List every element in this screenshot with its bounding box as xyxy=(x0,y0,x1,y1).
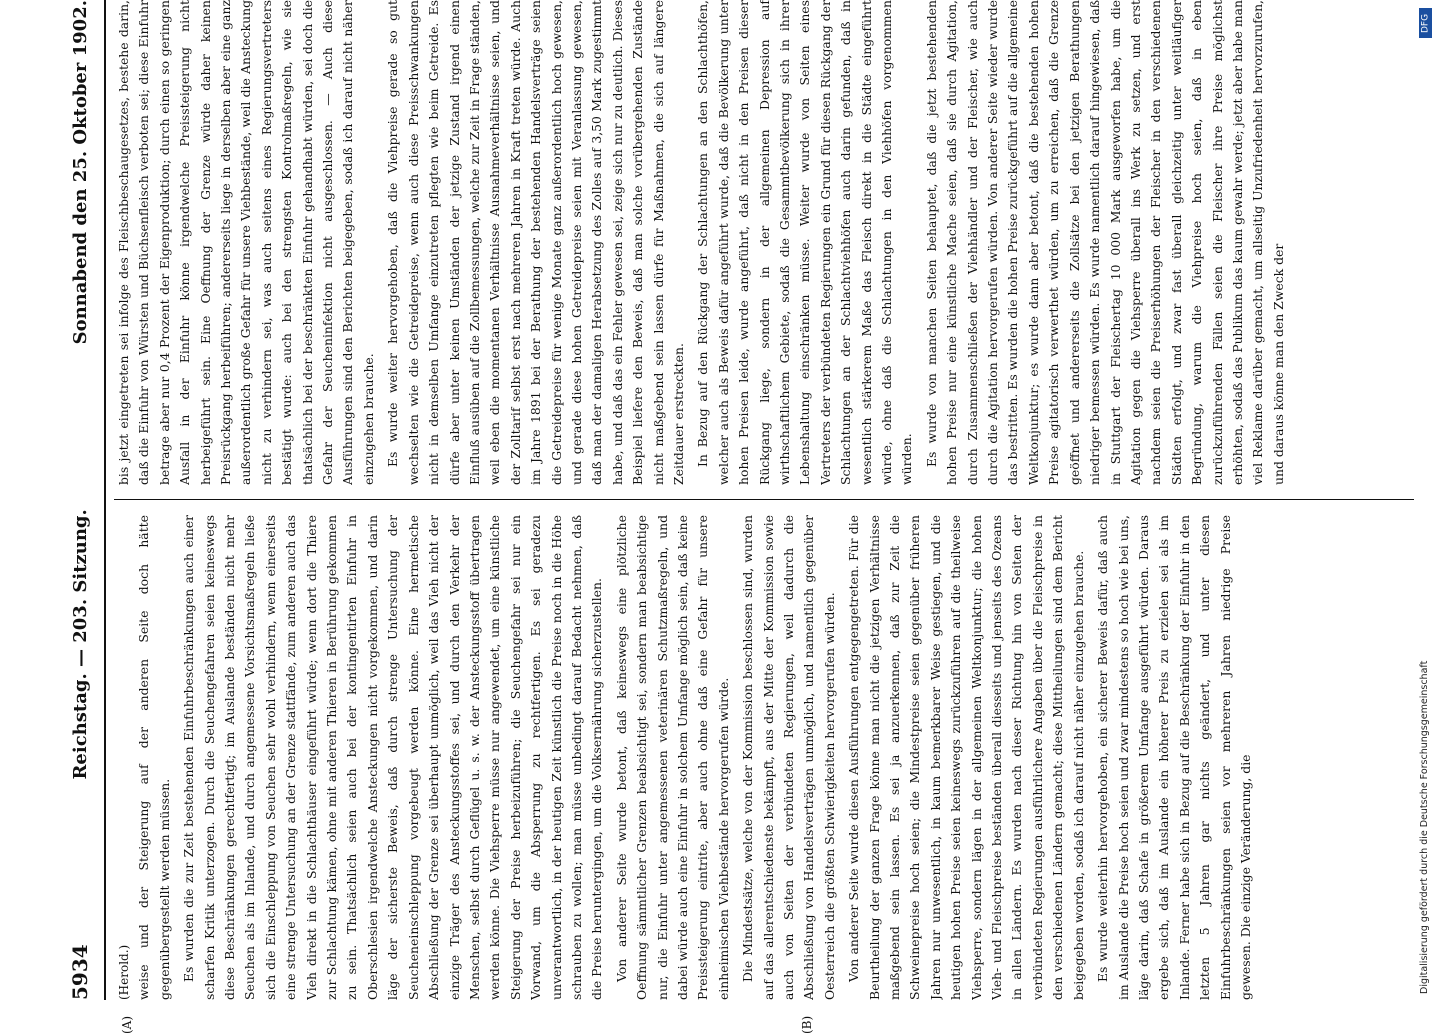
paragraph: In Bezug auf den Rückgang der Schlachtungen an den Schlachthöfen, welcher auch als Beweis dafür angeführt wurde, daß die Bevölkerung unter hohen Preisen leide, wurde angeführt, daß nicht in den Preisen dieser Rückgang liege, sondern in der allgemeinen Depression auf wirthschaftlichem Gebiete, sodaß die Gesammtbevölkerung sich in ihrer Lebenshaltung einschränken müsse. Weiter wurde von Seiten eines Vertreters der verbündeten Regierungen ein Grund für diesen Rückgang der Schlachtungen an der Schlachtviehhöfen auch darin gefunden, daß in wesentlich stärkerem Maße das Fleisch direkt in die Städte eingeführt würde, ohne daß die Schlachtungen in den Viehhöfen vorgenommen würden. xyxy=(695,0,915,485)
right-column xyxy=(114,0,1414,485)
page-header xyxy=(60,0,100,1000)
paragraph: Die Mindestsätze, welche von der Kommission beschlossen sind, wurden auf das allerentschiedenste bekämpft, aus der Mitte der Kommission sowie auch von Seiten der verbündeten Regierungen, weil dadurch die Abschließung von Handelsverträgen unmöglich, und namentlich gegenüber Oesterreich die größten Schwierigkeiten hervorgerufen würden. xyxy=(740,515,837,1000)
dfg-logo-icon: DFG xyxy=(1419,8,1432,38)
page-number: 5934 xyxy=(68,944,92,1000)
paragraph: Von anderer Seite wurde diesen Ausführungen entgegengetreten. Für die Beurtheilung der ganzen Frage könne man nicht die jetzigen Verhältnisse maßgebend sein lassen. Es sei ja anzuerkennen, daß zur Zeit die Schweinepreise hoch seien; die Mindestpreise seien gegenüber früheren Jahren nur unwesentlich, in kaum bemerkbarer Weise gestiegen, und die heutigen hohen Preise seien keineswegs zurückzuführen auf die theilweise Viehsperre, sondern lägen in der allgemeinen Weltkonjunktur; die hohen Vieh- und Fleischpreise beständen überall diesseits und jenseits des Ozeans in allen Ländern. Es wurden nach dieser Richtung hin von Seiten der verbündeten Regierungen ausführlichere Angaben über die Fleischpreise in den verschiedenen Ländern gemacht; diese Mittheilungen sind dem Bericht beigegeben worden, sodaß ich darauf nicht näher einzugehen brauche. xyxy=(846,515,1086,1000)
margin-marker-b: (B) xyxy=(800,1015,814,1034)
paragraph: Von anderer Seite wurde betont, daß keineswegs eine plötzliche Oeffnung sämmtlicher Grenzen beabsichtigt sei, sondern man beabsichtige nur, die Einfuhr unter angemessenen veterinären Schutzmaßregeln, und dabei würde auch eine Einfuhr in solchem Umfange möglich sein, daß keine Preissteigerung eintrite, aber auch ohne daß eine Gefahr für unsere einheimischen Viehbestände hervorgerufen würde. xyxy=(613,515,731,1000)
header-rule xyxy=(104,0,106,1000)
paragraph: Es wurde von manchen Seiten behauptet, daß die jetzt bestehenden hohen Preise nur eine künstliche Mache seien, daß sie durch Agitation, durch Zusammenschließen der Viehhändler und der Fleischer, wie auch durch die Agitation hervorgerufen würden. Von anderer Seite wieder wurde das bestritten. Es wurden die hohen Preise zurückgeführt auf die allgemeine Weltkonjunktur; es wurde dann aber betont, daß die bestehenden hohen Preise agitatorisch verwerthet würden, um zu erreichen, daß die Grenze geöffnet und andererseits die Zollsätze bei den jetzigen Berathungen niedriger bemessen würden. Es wurde namentlich darauf hingewiesen, daß in Stuttgart der Fleischertag 10 000 Mark ausgeworfen habe, um die Agitation gegen die Viehsperre überall ins Werk zu setzen, und erst nachdem seien die Preiserhöhungen der Fleischer in den verschiedenen Städten erfolgt, und zwar fast überall gleichzeitig unter weitläufiger Begründung, warum die Viehpreise hoch seien, daß in eben zurückzuführenden Fällen seien die Fleischer ihre Preise möglichst erhöhten, sodaß das Publikum das kaum gewahr werde; jetzt aber habe man viel Reklame darüber gemacht, um allseitig Unzufriedenheit hervorzurufen, und daraus könne man den Zweck der xyxy=(923,0,1286,485)
paragraph: Es wurden die zur Zeit bestehenden Einfuhrbeschränkungen auch einer scharfen Kritik unterzogen. Durch die Seuchengefahren seien keineswegs diese Beschränkungen gerechtfertigt; im Auslande beständen nicht mehr Seuchen als im Inlande, und durch angemessene Vorsichtsmaßregeln ließe sich die Einschleppung von Seuchen sehr wohl verhindern, wenn einerseits eine strenge Untersuchung an der Grenze stattfände, zum anderen auch das Vieh direkt in die Schlachthäuser eingeführt würde; wenn dort die Thiere zur Schlachtung kämen, ohne mit anderen Thieren in Berührung gekommen zu sein. Thatsächlich seien auch bei der kontingentirten Einfuhr in Oberschlesien irgendwelche Ansteckungen nicht vorgekommen, und darin läge der sicherste Beweis, daß durch strenge Untersuchung der Seucheneinschleppung vorgebeugt werden könne. Eine hermetische Abschließung der Grenze sei überhaupt unmöglich, weil das Vieh nicht der einzige Träger des Ansteckungsstoffes sei, und durch den Verkehr der Menschen, selbst durch Geflügel u. s. w. der Ansteckungsstoff übertragen werden könne. Die Viehsperre müsse nur angewendet, um eine künstliche Steigerung der Preise herbeizuführen; die Seuchengefahr sei nur ein Vorwand, um die Absperrung zu rechtfertigen. Es sei geradezu unverantwortlich, in der heutigen Zeit künstlich die Preise noch in die Höhe schrauben zu wollen; man müsse unbedingt darauf Bedacht nehmen, daß die Preise heruntergingen, um die Volksernährung sicherzustellen. xyxy=(181,515,605,1000)
paragraph: Es wurde weiterhin hervorgehoben, ein sicherer Beweis dafür, daß auch im Auslande die Preise hoch seien und zwar mindestens so hoch wie bei uns, läge darin, daß Schafe in größerem Umfange ausgeführt würden. Daraus ergebe sich, daß im Auslande ein höherer Preis zu erzielen sei als im Inlande. Ferner habe sich in Bezug auf die Beschränkung der Einfuhr in den letzten 5 Jahren gar nichts geändert, und unter diesen Einfuhrbeschränkungen seien vor mehreren Jahren niedrige Preise gewesen. Die einzige Veränderung, die xyxy=(1095,515,1253,1000)
digitization-credit: Digitalisierung gefördert durch die Deutsche Forschungsgemeinschaft xyxy=(1419,660,1430,994)
margin-marker-a: (A) xyxy=(120,1015,134,1034)
paragraph: weise und der Steigerung auf der anderen Seite doch hätte gegenübergestellt werden müssen. xyxy=(136,515,172,1000)
column-separator xyxy=(114,499,1414,500)
page-title: Reichstag. — 203. Sitzung. xyxy=(69,509,91,780)
paragraph: bis jetzt eingetreten sei infolge des Fleischbeschaugesetzes, bestehe darin, daß die Einfuhr von Würsten und Büchsenfleisch verboten sei; diese Einfuhr betrage aber nur 0,4 Prozent der Eigenproduktion; durch einen so geringen Ausfall in der Einfuhr könne irgendwelche Preissteigerung nicht herbeigeführt sein. Eine Oeffnung der Grenze würde daher keinen Preisrückgang herbeiführen; andererseits liege in derselben aber eine ganz außerordentlich große Gefahr für unsere Viehbestände, weil die Ansteckung nicht zu verhindern sei, was auch seitens eines Regierungsvertreters bestätigt wurde: auch bei den strengsten Kontrolmaßregeln, wie sie thatsächlich bei der beschränkten Einfuhr gehandhabt würden, sei doch die Gefahr der Seucheninfektion nicht ausgeschlossen. — Auch diese Ausführungen sind den Berichten beigegeben, sodaß ich darauf nicht näher einzugehen brauche. xyxy=(116,0,376,485)
speaker-label: (Herold.) xyxy=(117,944,131,1000)
left-column xyxy=(114,515,1414,1000)
paragraph: Es wurde weiter hervorgehoben, daß die Viehpreise gerade so gut wechselten wie die Getreidepreise, wenn auch diese Preisschwankungen nicht in demselben Umfange einzutreten pflegten wie beim Getreide. Es dürfe aber unter keinen Umständen der jetzige Zustand irgend einen Einfluß ausüben auf die Zollbemessungen, welche zur Zeit in Frage ständen, weil eben die momentanen Verhältnisse Ausnahmeverhältnisse seien, und der Zolltarif selbst erst nach mehreren Jahren in Kraft treten würde. Auch im Jahre 1891 bei der Berathung der bestehenden Handelsverträge seien die Getreidepreise für wenige Monate ganz außerordentlich hoch gewesen, und gerade diese hohen Getreidepreise seien mit Veranlassung gewesen, daß man der damaligen Herabsetzung des Zolles auf 3,50 Mark zugestimmt habe, und daß das ein Fehler gewesen sei, zeige sich nur zu deutlich. Dieses Beispiel liefere den Beweis, daß man solche vorübergehenden Zustände nicht maßgebend sein lassen dürfe für Maßnahmen, die sich auf längere Zeitdauer erstreckten. xyxy=(385,0,686,485)
rotated-page-content xyxy=(60,0,1420,1034)
page-date: Sonnabend den 25. Oktober 1902. xyxy=(69,0,91,345)
